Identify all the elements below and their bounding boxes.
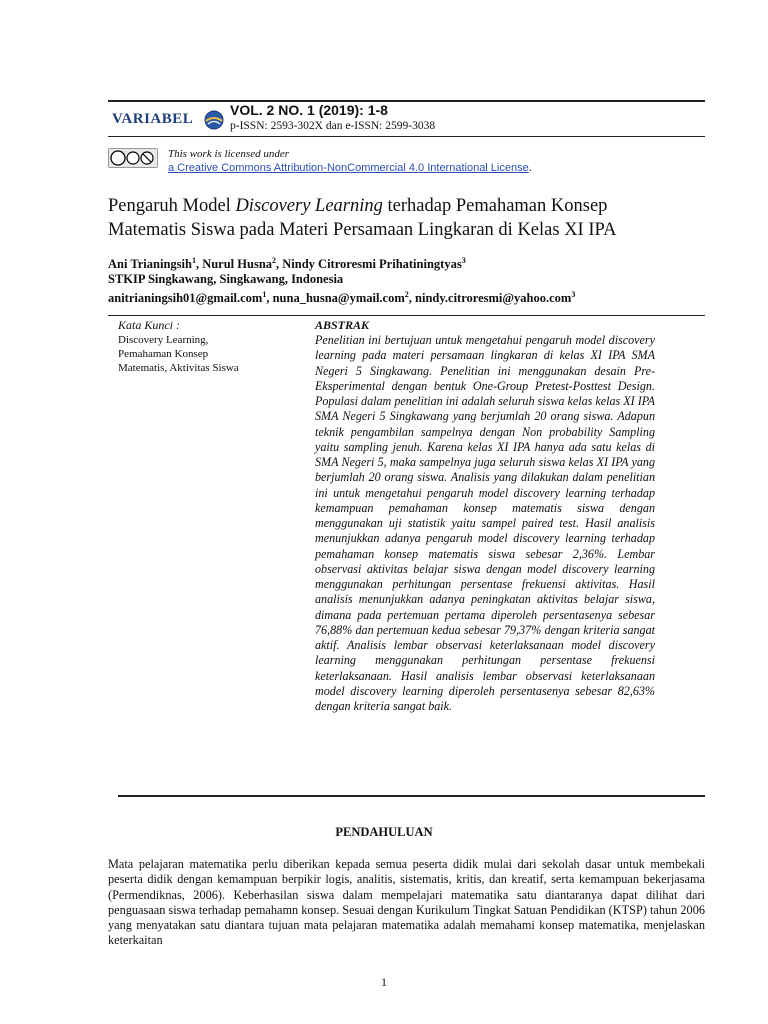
keyword-item: Pemahaman Konsep <box>118 348 209 360</box>
sep: , <box>266 291 273 306</box>
header-rule-top <box>108 100 705 102</box>
author-block <box>108 253 718 306</box>
author-emails <box>108 287 718 306</box>
keywords-list <box>118 333 268 375</box>
abstract-rule-top <box>108 315 705 316</box>
header-rule-bottom <box>108 136 705 137</box>
license-link[interactable]: a Creative Commons Attribution-NonCommercial 4.0 International License <box>168 162 529 174</box>
sep: , <box>195 257 203 272</box>
globe-icon <box>204 110 224 130</box>
keywords-title <box>118 318 180 333</box>
journal-issn: p-ISSN: 2593-302X dan e-ISSN: 2599-3038 <box>230 120 436 132</box>
author-2: Nurul Husna <box>202 257 273 272</box>
keyword-item: Matematis, Aktivitas Siswa <box>118 362 239 374</box>
journal-logo <box>112 108 226 134</box>
keywords-colon: : <box>173 318 181 332</box>
email-3: nindy.citroresmi@yahoo.com <box>415 291 572 306</box>
keyword-item: Discovery Learning, <box>118 334 209 346</box>
sep: , <box>276 257 283 272</box>
section-heading: PENDAHULUAN <box>335 825 433 839</box>
author-names <box>108 253 718 272</box>
page-number: 1 <box>381 975 387 989</box>
email-2: nuna_husna@ymail.com <box>272 291 405 306</box>
author-3: Nindy Citroresmi Prihatiningtyas <box>282 257 462 272</box>
license-period: . <box>528 162 532 174</box>
cc-badge-icon <box>109 149 157 167</box>
journal-volume: VOL. 2 NO. 1 (2019): 1-8 <box>230 102 388 118</box>
abstract-text: Penelitian ini bertujuan untuk mengetahui pengaruh model discovery learning pada materi persamaan lingkaran di kelas XI IPA SMA Negeri 5 Singkawang. Penelitian ini menggunakan desain Pre-Eksperimental dengan bentuk One-Group Pretest-Posttest Design. Populasi dalam penelitian ini adalah seluruh siswa kelas kelas XI IPA SMA Negeri 5 Singkawang yang berjumlah 20 orang siswa. Adapun teknik pengambilan sampelnya dengan Non probability Sampling yaitu sampling jenuh. Karena kelas XI IPA hanya ada satu kelas di SMA Negeri 5, maka sampelnya juga seluruh siswa kelas XI IPA yang berjumlah 20 orang siswa. Analisis yang dilakukan dalam penelitian ini untuk mengetahui pengaruh model discovery learning terhadap kemampuan pemahaman konsep matematis siswa dengan menggunakan uji statistik yaitu sampel paired test. Hasil analisis menunjukkan adanya pengaruh model discovery learning terhadap pemahaman konsep matematis siswa sebesar 2,36%. Lembar observasi aktivitas belajar siswa dengan model discovery learning menggunakan perhitungan persentase frekuensi aktivitas. Hasil analisis menunjukkan adanya peningkatan aktivitas belajar siswa, dimana pada pertemuan pertama diperoleh persentasenya sebesar 76,88% dan pertemuan kedua sebesar 79,37% dengan kriteria sangat aktif. Analisis lembar observasi keterlaksanaan model discovery learning menggunakan perhitungan persentase frekuensi keterlaksanaan. Hasil analisis lembar observasi keterlaksanaan model discovery learning diperoleh persentasenya sebesar 82,63% dengan kriteria sangat baik. <box>315 333 655 713</box>
title-italic: Discovery Learning <box>235 196 383 216</box>
cc-license-icon <box>108 148 158 168</box>
sep: , <box>408 291 416 306</box>
license-text: This work is licensed under <box>168 148 289 160</box>
author-1-sup: 1 <box>191 256 196 265</box>
title-line-2: Matematis Siswa pada Materi Persamaan Lingkaran di Kelas XI IPA <box>108 220 617 240</box>
author-2-sup: 2 <box>272 256 277 265</box>
abstract-rule-bottom <box>118 795 705 797</box>
license-link-line <box>168 162 532 174</box>
email-1: anitrianingsih01@gmail.com <box>108 291 263 306</box>
logo-text: VARIABEL <box>112 111 194 127</box>
author-1: Ani Trianingsih <box>108 257 192 272</box>
affiliation: STKIP Singkawang, Singkawang, Indonesia <box>108 272 344 287</box>
keywords-label: Kata Kunci <box>118 318 174 332</box>
email-3-sup: 3 <box>571 290 576 300</box>
title-part-1: Pengaruh Model <box>108 196 236 216</box>
abstract-title: ABSTRAK <box>315 318 370 332</box>
section-body: Mata pelajaran matematika perlu diberikan kepada semua peserta didik mulai dari sekolah dasar untuk membekali peserta didik dengan kemampuan berpikir logis, analitis, sistematis, kritis, dan kreatif, serta kemampuan bekerjasama (Permendiknas, 2006). Keberhasilan siswa dalam mempelajari matematika satu diantaranya dapat dilihat dari penguasaan siswa terhadap pemahamn konsep. Sesuai dengan Kurikulum Tingkat Satuan Pendidikan (KTSP) tahun 2006 yang menyatakan satu diantara tujuan mata pelajaran matematika adalah memahami konsep matematika, menjelaskan keterkaitan <box>108 857 705 948</box>
email-2-sup: 2 <box>404 290 409 300</box>
paper-title <box>108 194 708 242</box>
email-1-sup: 1 <box>262 290 267 300</box>
author-3-sup: 3 <box>461 256 466 265</box>
title-part-2: terhadap Pemahaman Konsep <box>382 196 608 216</box>
